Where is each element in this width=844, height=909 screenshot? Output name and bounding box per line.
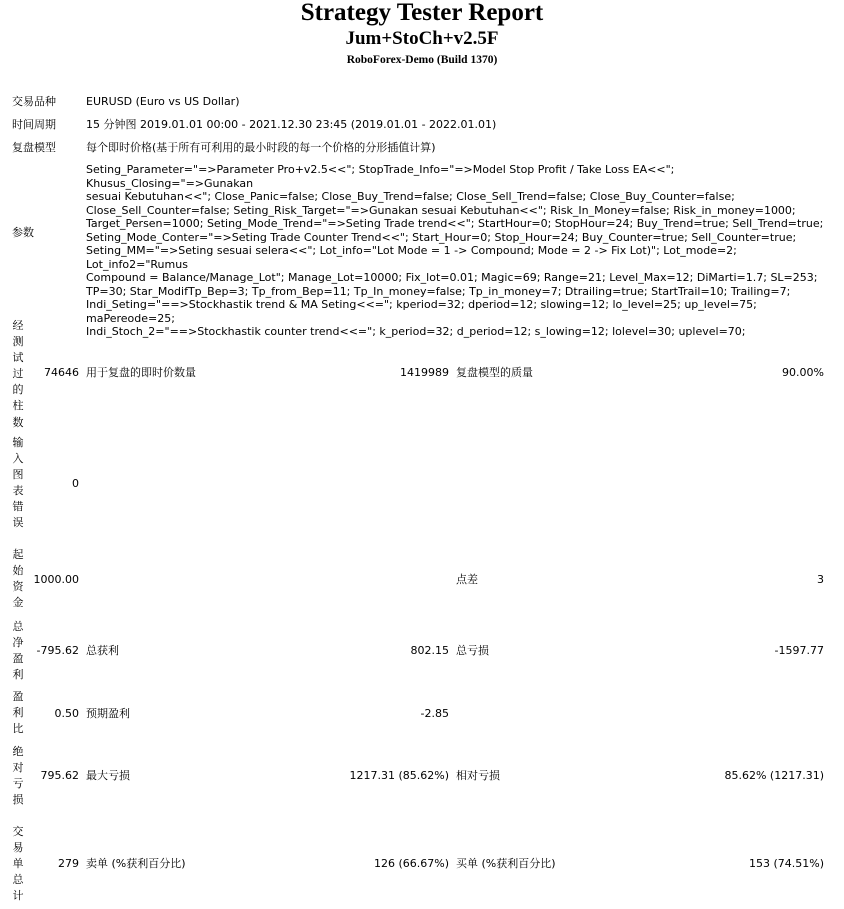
total-trades-label: 交易单总计 bbox=[12, 825, 24, 903]
short-positions-label: 卖单 (%获利百分比) bbox=[86, 857, 186, 870]
net-profit-label: 总净盈利 bbox=[12, 620, 24, 682]
long-positions-label: 买单 (%获利百分比) bbox=[456, 857, 556, 870]
params-line: Seting_Mode_Conter="=>Seting Trade Counter Trend<<"; Start_Hour=0; Stop_Hour=24; Buy_Counter=true; Sell_Counter=true; bbox=[86, 230, 797, 244]
period-value: 15 分钟图 2019.01.01 00:00 - 2021.12.30 23:45 (2019.01.01 - 2022.01.01) bbox=[86, 118, 497, 131]
params-line: TP=30; Star_ModifTp_Bep=3; Tp_from_Bep=11; Tp_In_money=false; Tp_in_money=7; Dtrailing=true; StartTrail=10; Trailing=7; bbox=[86, 284, 791, 298]
params-line: sesuai Kebutuhan<<"; Close_Panic=false; Close_Buy_Trend=false; Close_Sell_Trend=false; Close_Buy_Counter=false; bbox=[86, 190, 735, 203]
params-line: Seting_Parameter="=>Parameter Pro+v2.5<<"; StopTrade_Info="=>Model Stop Profit / Take Loss EA<<"; Khusus_Closing="=>Gunakan bbox=[86, 163, 675, 190]
ticks-value: 1419989 bbox=[400, 366, 449, 379]
params-line: Seting_MM="=>Seting sesuai selera<<"; Lot_info="Lot Mode = 1 -> Compound; Mode = 2 -> Fix Lot)"; Lot_mode=2; Lot_info2="Rumus bbox=[86, 244, 737, 271]
params-text bbox=[86, 163, 832, 339]
ticks-label: 用于复盘的即时价数量 bbox=[86, 366, 196, 379]
bars-value: 74646 bbox=[44, 366, 79, 379]
gross-profit-label: 总获利 bbox=[86, 644, 119, 657]
deposit-value: 1000.00 bbox=[33, 573, 79, 586]
params-line: Indi_Seting="==>Stockhastik trend & MA Seting<<="; kperiod=32; dperiod=12; slowing=12; lo_level=25; up_level=75; maPereode=25; bbox=[86, 298, 757, 325]
expected-payoff-value: -2.85 bbox=[420, 707, 449, 720]
params-line: Close_Sell_Counter=false; Seting_Risk_Target="=>Gunakan sesuai Kebutuhan<<"; Risk_In_Money=false; Risk_in_money=1000; bbox=[86, 203, 796, 217]
expected-payoff-label: 预期盈利 bbox=[86, 707, 130, 720]
params-label: 参数 bbox=[12, 226, 34, 239]
symbol-label: 交易品种 bbox=[12, 95, 56, 108]
gross-loss-label: 总亏损 bbox=[456, 644, 489, 657]
max-drawdown-value: 1217.31 (85.62%) bbox=[349, 769, 449, 782]
model-value: 每个即时价格(基于所有可利用的最小时段的每一个价格的分形插值计算) bbox=[86, 141, 436, 154]
params-line: Target_Persen=1000; Seting_Mode_Trend="=>Seting Trade trend<<"; StartHour=0; StopHour=24; Buy_Trend=true; Sell_Trend=true; bbox=[86, 217, 824, 230]
gross-loss-value: -1597.77 bbox=[774, 644, 824, 657]
spread-value: 3 bbox=[817, 573, 824, 586]
params-line: Compound = Balance/Manage_Lot"; Manage_Lot=10000; Fix_lot=0.01; Magic=69; Range=21; Level_Max=12; DiMarti=1.7; SL=253; bbox=[86, 271, 818, 284]
errors-label: 输入图表错误 bbox=[12, 436, 24, 530]
absolute-drawdown-value: 795.62 bbox=[40, 769, 79, 782]
bars-label: 经测试过的柱数 bbox=[12, 319, 24, 429]
quality-value: 90.00% bbox=[782, 366, 824, 379]
errors-value: 0 bbox=[72, 477, 79, 490]
net-profit-value: -795.62 bbox=[36, 644, 79, 657]
total-trades-value: 279 bbox=[58, 857, 79, 870]
spread-label: 点差 bbox=[456, 573, 478, 586]
profit-factor-label: 盈利比 bbox=[12, 690, 24, 736]
quality-label: 复盘模型的质量 bbox=[456, 366, 533, 379]
expert-name: Jum+StoCh+v2.5F bbox=[345, 28, 499, 49]
profit-factor-value: 0.50 bbox=[54, 707, 79, 720]
symbol-value: EURUSD (Euro vs US Dollar) bbox=[86, 95, 240, 108]
model-label: 复盘模型 bbox=[12, 141, 56, 154]
absolute-drawdown-label: 绝对亏损 bbox=[12, 745, 24, 807]
deposit-label: 起始资金 bbox=[12, 548, 24, 610]
server-build: RoboForex-Demo (Build 1370) bbox=[346, 54, 498, 66]
relative-drawdown-label: 相对亏损 bbox=[456, 769, 500, 782]
gross-profit-value: 802.15 bbox=[410, 644, 449, 657]
short-positions-value: 126 (66.67%) bbox=[373, 857, 449, 870]
params-line: Indi_Stoch_2="==>Stockhastik counter trend<<="; k_period=32; d_period=12; s_lowing=12; lolevel=30; uplevel=70; bbox=[86, 325, 746, 338]
max-drawdown-label: 最大亏损 bbox=[86, 769, 130, 782]
report-title: Strategy Tester Report bbox=[300, 0, 544, 26]
long-positions-value: 153 (74.51%) bbox=[748, 857, 824, 870]
period-label: 时间周期 bbox=[12, 118, 56, 131]
relative-drawdown-value: 85.62% (1217.31) bbox=[724, 769, 824, 782]
